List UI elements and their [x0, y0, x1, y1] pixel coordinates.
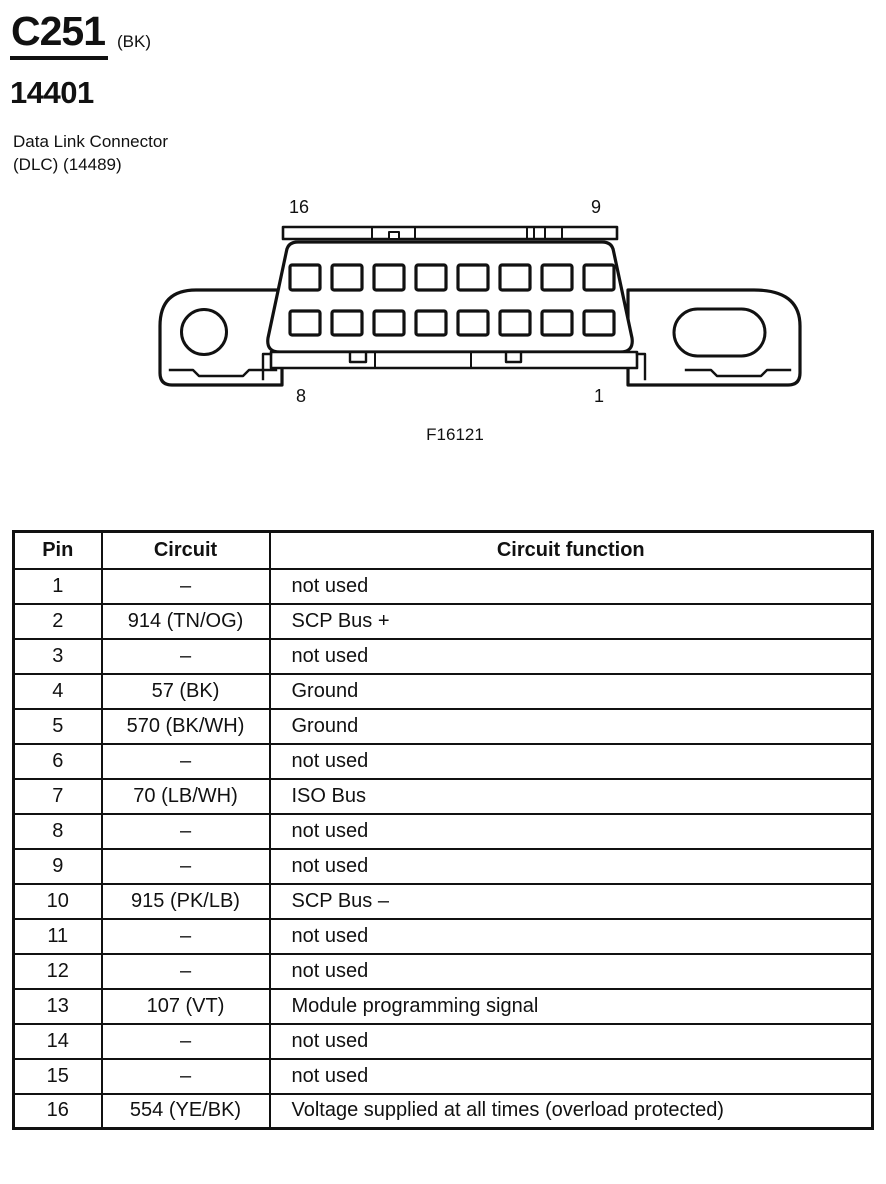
pin-cell: 12 — [14, 954, 102, 989]
table-row — [14, 744, 873, 779]
circuit-cell: 914 (TN/OG) — [102, 604, 270, 639]
pin-cell: 2 — [14, 604, 102, 639]
pin-cell: 11 — [14, 919, 102, 954]
circuit-cell: 70 (LB/WH) — [102, 779, 270, 814]
circuit-cell: – — [102, 569, 270, 604]
function-cell: SCP Bus + — [270, 604, 873, 639]
circuit-column-header: Circuit — [102, 532, 270, 569]
function-cell: not used — [270, 919, 873, 954]
function-cell: not used — [270, 849, 873, 884]
connector-id: C251 — [10, 10, 108, 60]
circuit-cell: 57 (BK) — [102, 674, 270, 709]
pin-8-label: 8 — [295, 386, 307, 406]
pinout-table — [12, 530, 874, 1130]
table-row — [14, 674, 873, 709]
pin-cell: 13 — [14, 989, 102, 1024]
function-cell: Module programming signal — [270, 989, 873, 1024]
connector-body — [268, 242, 633, 352]
table-row — [14, 779, 873, 814]
dlc-connector-diagram — [140, 188, 810, 448]
circuit-cell: 570 (BK/WH) — [102, 709, 270, 744]
pin-cell: 15 — [14, 1059, 102, 1094]
table-row — [14, 569, 873, 604]
pin-cell: 6 — [14, 744, 102, 779]
left-ear-hole — [182, 310, 227, 355]
table-row — [14, 849, 873, 884]
pin-cell: 5 — [14, 709, 102, 744]
circuit-cell: – — [102, 639, 270, 674]
bottom-rail — [271, 352, 637, 368]
pin-cell: 4 — [14, 674, 102, 709]
circuit-cell: – — [102, 1024, 270, 1059]
circuit-cell: 554 (YE/BK) — [102, 1094, 270, 1129]
function-cell: Ground — [270, 674, 873, 709]
connector-drawing — [140, 188, 810, 448]
pin-16-label: 16 — [288, 197, 310, 217]
circuit-cell: – — [102, 849, 270, 884]
pin-9-label: 9 — [590, 197, 602, 217]
table-row — [14, 814, 873, 849]
table-row — [14, 1059, 873, 1094]
table-row — [14, 1094, 873, 1129]
table-row — [14, 604, 873, 639]
part-number: 14401 — [10, 75, 94, 110]
function-cell: not used — [270, 814, 873, 849]
table-row — [14, 639, 873, 674]
table-row — [14, 709, 873, 744]
function-cell: not used — [270, 1024, 873, 1059]
circuit-cell: – — [102, 744, 270, 779]
function-cell: Voltage supplied at all times (overload protected) — [270, 1094, 873, 1129]
circuit-cell: – — [102, 814, 270, 849]
circuit-cell: – — [102, 919, 270, 954]
table-header-row — [14, 532, 873, 569]
figure-id: F16121 — [426, 425, 484, 444]
pin-cell: 7 — [14, 779, 102, 814]
circuit-cell: 107 (VT) — [102, 989, 270, 1024]
function-cell: not used — [270, 569, 873, 604]
circuit-cell: – — [102, 1059, 270, 1094]
pin-1-label: 1 — [593, 386, 605, 406]
function-cell: Ground — [270, 709, 873, 744]
bottom-rail-tab — [350, 352, 366, 362]
right-ear-slot — [674, 309, 765, 356]
table-row — [14, 1024, 873, 1059]
table-row — [14, 884, 873, 919]
pin-cell: 1 — [14, 569, 102, 604]
function-column-header: Circuit function — [270, 532, 873, 569]
function-cell: SCP Bus – — [270, 884, 873, 919]
function-cell: not used — [270, 954, 873, 989]
pin-cell: 3 — [14, 639, 102, 674]
rim-key — [389, 232, 399, 239]
table-row — [14, 919, 873, 954]
pin-column-header: Pin — [14, 532, 102, 569]
bottom-rail-tab — [506, 352, 521, 362]
top-rim — [283, 227, 617, 239]
function-cell: not used — [270, 639, 873, 674]
connector-description-line2: (DLC) (14489) — [13, 155, 122, 174]
function-cell: not used — [270, 744, 873, 779]
function-cell: not used — [270, 1059, 873, 1094]
pin-cell: 10 — [14, 884, 102, 919]
circuit-cell: – — [102, 954, 270, 989]
connector-description — [13, 130, 168, 176]
table-row — [14, 989, 873, 1024]
table-row — [14, 954, 873, 989]
circuit-cell: 915 (PK/LB) — [102, 884, 270, 919]
function-cell: ISO Bus — [270, 779, 873, 814]
pin-cell: 9 — [14, 849, 102, 884]
connector-color-code: (BK) — [117, 32, 151, 51]
pin-cell: 16 — [14, 1094, 102, 1129]
pin-cell: 14 — [14, 1024, 102, 1059]
connector-description-line1: Data Link Connector — [13, 132, 168, 151]
pin-cell: 8 — [14, 814, 102, 849]
